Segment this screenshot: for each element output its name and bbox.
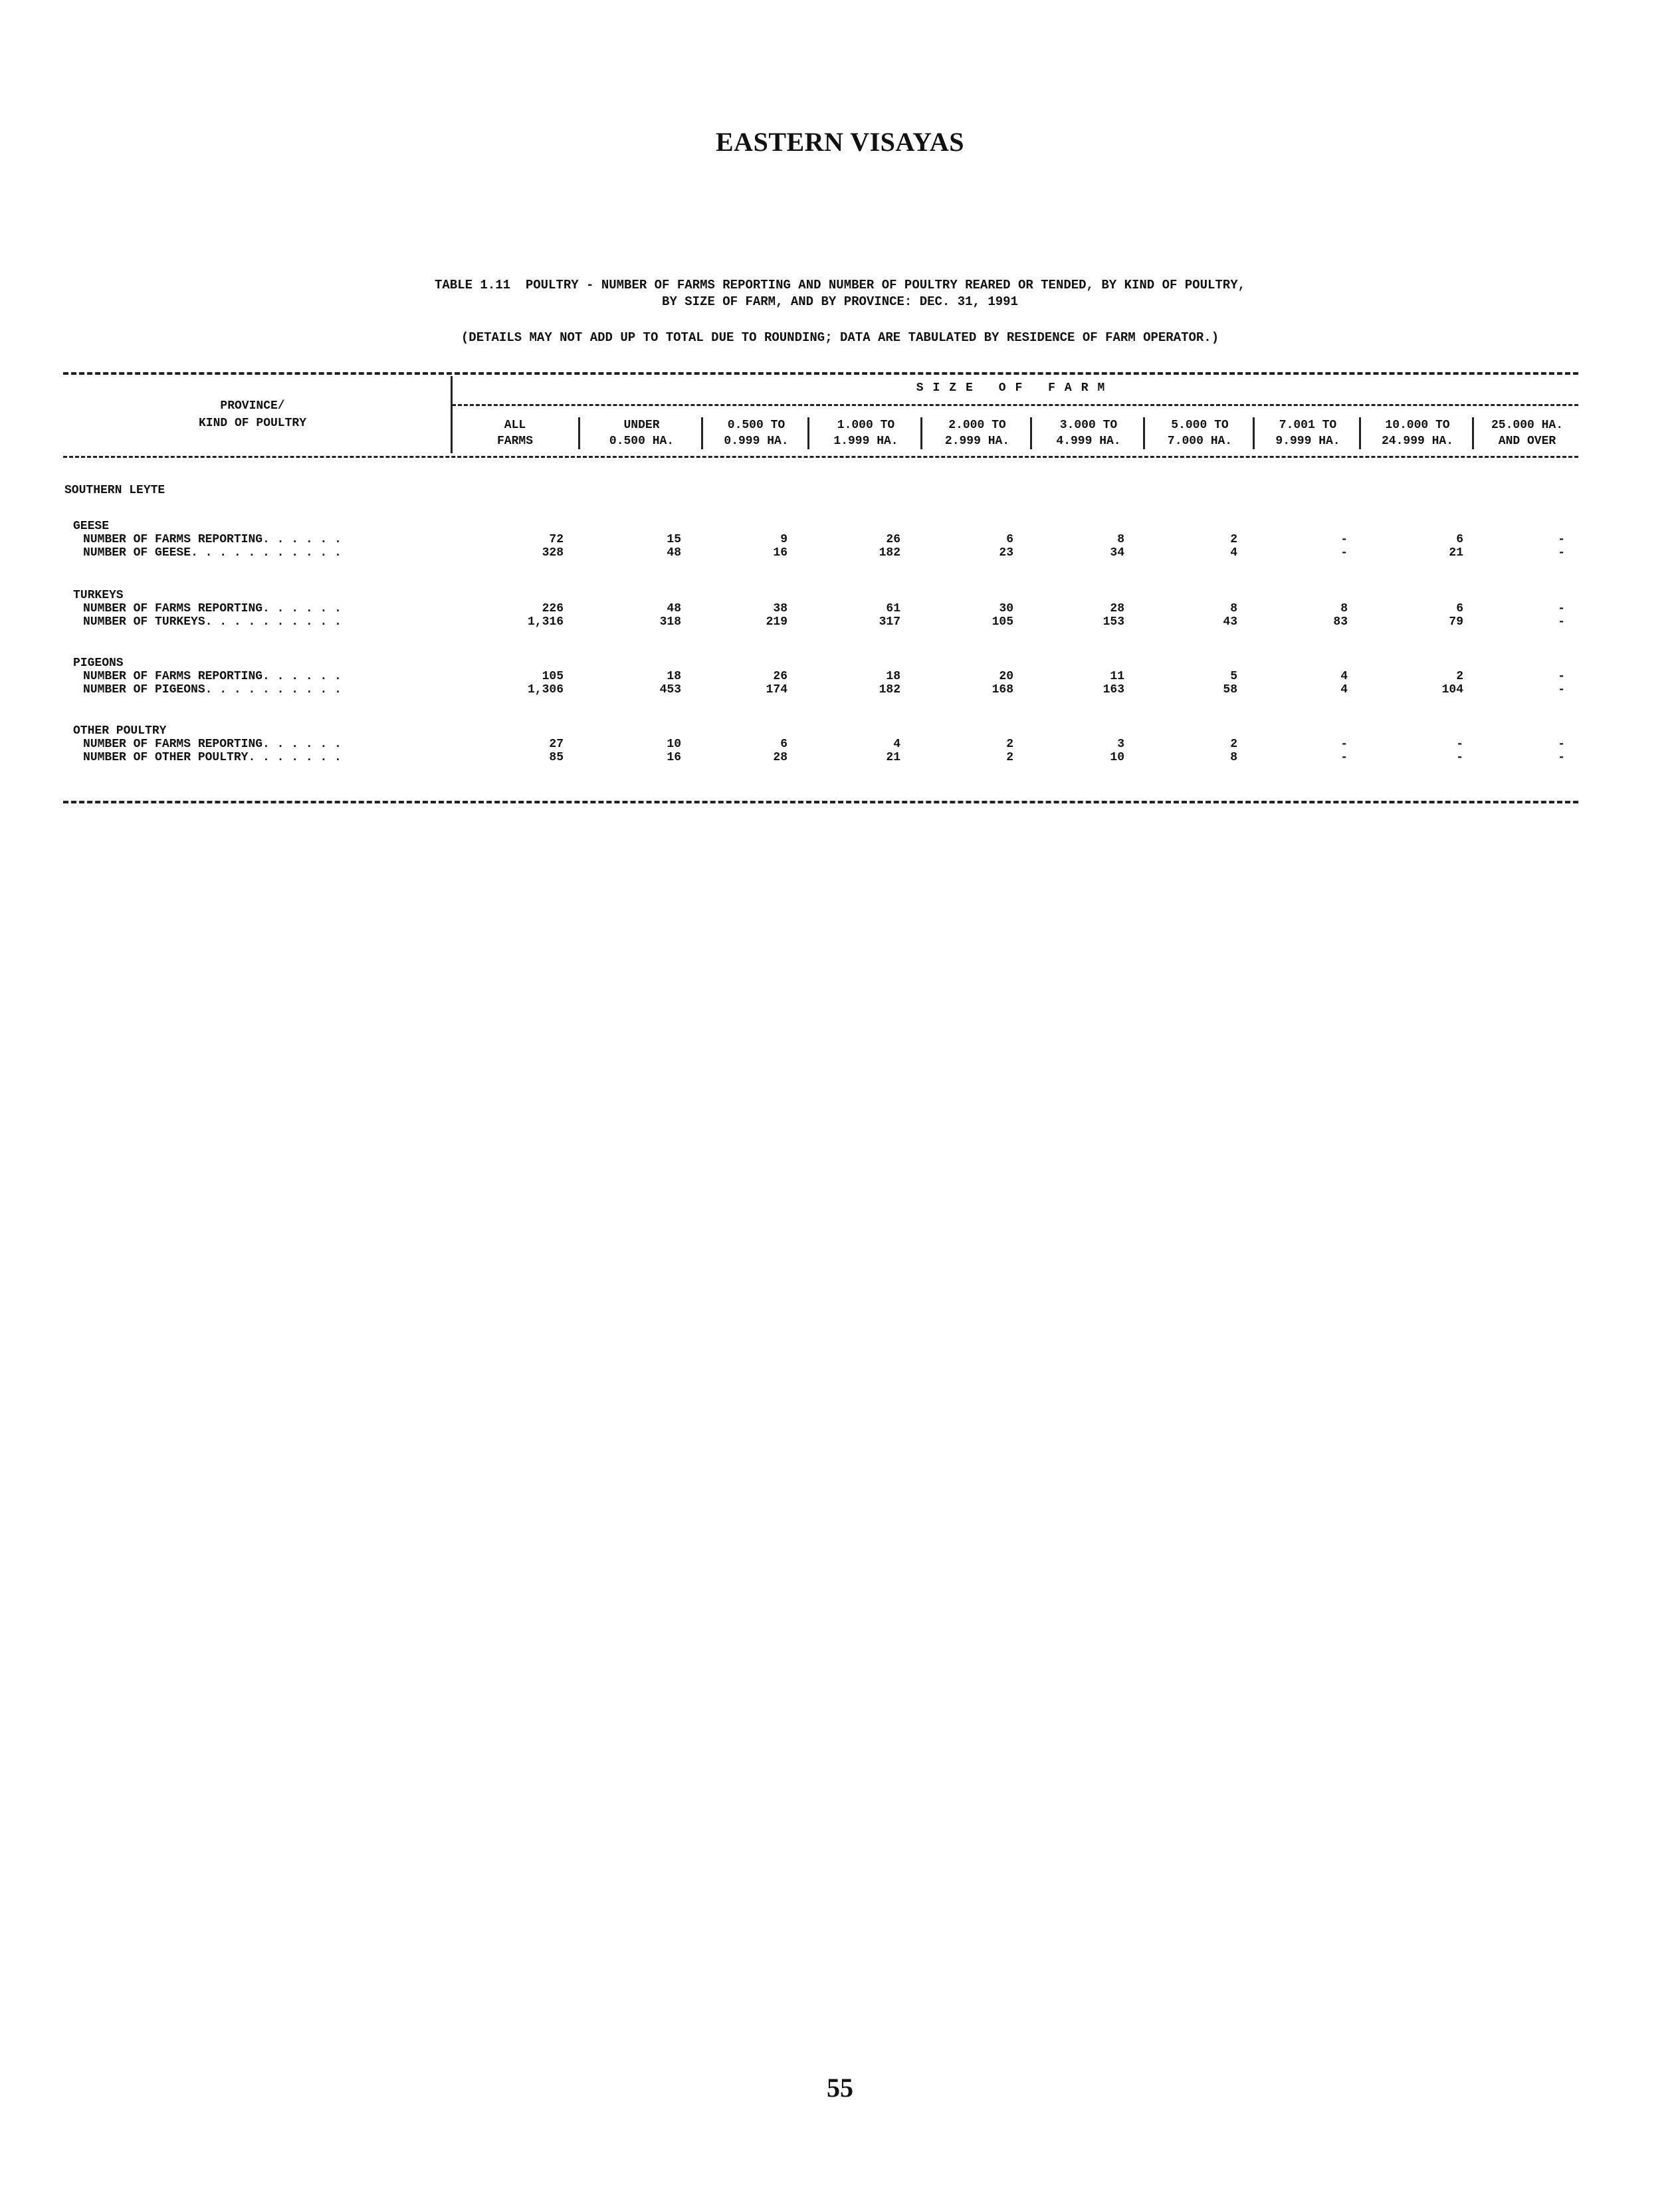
table-cell: 4 <box>1340 670 1348 683</box>
table-cell: 2 <box>1456 670 1463 683</box>
table-cell: 10 <box>1110 751 1124 764</box>
table-cell: 27 <box>549 738 564 751</box>
table-cell: - <box>1558 683 1565 696</box>
table-cell: 30 <box>999 602 1013 615</box>
table-cell: 6 <box>780 738 788 751</box>
table-cell: 8 <box>1340 602 1348 615</box>
column-header-7001-9999: 7.001 TO 9.999 HA. <box>1253 417 1361 449</box>
table-cell: 3 <box>1117 738 1124 751</box>
table-cell: 105 <box>992 615 1013 629</box>
table-cell: 83 <box>1333 615 1348 629</box>
row-label: NUMBER OF FARMS REPORTING. . . . . . <box>83 670 342 683</box>
table-cell: 43 <box>1223 615 1237 629</box>
table-note: (DETAILS MAY NOT ADD UP TO TOTAL DUE TO ROUNDING; DATA ARE TABULATED BY RESIDENCE OF FARM OPERATOR.) <box>461 330 1219 345</box>
table-cell: 21 <box>886 751 900 764</box>
table-cell: 163 <box>1102 683 1124 696</box>
table-cell: - <box>1340 546 1348 560</box>
table-cell: - <box>1340 751 1348 764</box>
table-cell: 6 <box>1456 533 1463 546</box>
table-cell: 8 <box>1230 602 1237 615</box>
table-cell: 4 <box>1340 683 1348 696</box>
table-cell: 2 <box>1006 751 1013 764</box>
table-top-rule <box>63 372 1578 375</box>
table-cell: - <box>1558 533 1565 546</box>
table-cell: 61 <box>886 602 900 615</box>
table-cell: 174 <box>766 683 788 696</box>
table-cell: 317 <box>879 615 900 629</box>
table-cell: - <box>1558 751 1565 764</box>
row-label: NUMBER OF FARMS REPORTING. . . . . . <box>83 738 342 751</box>
stub-header-line-2: KIND OF POULTRY <box>198 417 307 430</box>
table-cell: 38 <box>773 602 788 615</box>
table-cell: 48 <box>667 546 681 560</box>
kind-of-poultry: GEESE <box>73 520 110 533</box>
column-header-10000-24999: 10.000 TO 24.999 HA. <box>1359 417 1474 449</box>
table-cell: 318 <box>659 615 681 629</box>
table-cell: 9 <box>780 533 788 546</box>
table-cell: 48 <box>667 602 681 615</box>
table-cell: 16 <box>667 751 681 764</box>
kind-of-poultry: PIGEONS <box>73 657 124 670</box>
table-cell: - <box>1456 751 1463 764</box>
table-cell: - <box>1558 670 1565 683</box>
row-label: NUMBER OF FARMS REPORTING. . . . . . <box>83 533 342 546</box>
table-cell: 168 <box>992 683 1013 696</box>
table-cell: 2 <box>1230 738 1237 751</box>
column-header-1000-1999: 1.000 TO 1.999 HA. <box>807 417 922 449</box>
table-cell: - <box>1558 546 1565 560</box>
province-name: SOUTHERN LEYTE <box>64 484 165 497</box>
table-cell: 34 <box>1110 546 1124 560</box>
table-cell: 20 <box>999 670 1013 683</box>
table-cell: 2 <box>1006 738 1013 751</box>
column-header-5000-7000: 5.000 TO 7.000 HA. <box>1143 417 1255 449</box>
table-cell: 6 <box>1006 533 1013 546</box>
column-header-all-farms: ALL FARMS <box>496 419 533 448</box>
table-cell: 219 <box>766 615 788 629</box>
table-cell: - <box>1558 615 1565 629</box>
table-cell: 328 <box>542 546 564 560</box>
table-cell: 4 <box>1230 546 1237 560</box>
size-header-rule <box>452 404 1578 406</box>
table-cell: - <box>1456 738 1463 751</box>
table-cell: 5 <box>1230 670 1237 683</box>
table-cell: 453 <box>659 683 681 696</box>
row-label: NUMBER OF GEESE. . . . . . . . . . . <box>83 546 342 560</box>
table-caption-line-2: BY SIZE OF FARM, AND BY PROVINCE: DEC. 31, 1991 <box>662 294 1018 309</box>
table-cell: 1,316 <box>527 615 564 629</box>
table-cell: 182 <box>879 683 900 696</box>
table-cell: 8 <box>1230 751 1237 764</box>
kind-of-poultry: TURKEYS <box>73 589 124 602</box>
column-header-3000-4999: 3.000 TO 4.999 HA. <box>1030 417 1145 449</box>
table-cell: 23 <box>999 546 1013 560</box>
row-label: NUMBER OF OTHER POULTRY. . . . . . . <box>83 751 342 764</box>
table-cell: 6 <box>1456 602 1463 615</box>
table-cell: - <box>1340 738 1348 751</box>
table-cell: 15 <box>667 533 681 546</box>
header-bottom-rule <box>63 456 1578 458</box>
region-title: EASTERN VISAYAS <box>716 127 964 157</box>
kind-of-poultry: OTHER POULTRY <box>73 724 167 738</box>
table-bottom-rule <box>63 801 1578 803</box>
table-cell: 18 <box>667 670 681 683</box>
table-cell: 104 <box>1441 683 1463 696</box>
table-cell: 11 <box>1110 670 1124 683</box>
table-cell: 72 <box>549 533 564 546</box>
table-cell: 4 <box>893 738 900 751</box>
table-cell: 21 <box>1449 546 1463 560</box>
column-header-2000-2999: 2.000 TO 2.999 HA. <box>920 417 1032 449</box>
column-header-under-0500: UNDER 0.500 HA. <box>578 417 703 449</box>
table-cell: 79 <box>1449 615 1463 629</box>
table-cell: 28 <box>773 751 788 764</box>
table-cell: 10 <box>667 738 681 751</box>
table-cell: 8 <box>1117 533 1124 546</box>
table-cell: 226 <box>542 602 564 615</box>
table-cell: 153 <box>1102 615 1124 629</box>
table-cell: 58 <box>1223 683 1237 696</box>
column-header-0500-0999: 0.500 TO 0.999 HA. <box>701 417 809 449</box>
table-cell: - <box>1558 602 1565 615</box>
table-cell: - <box>1340 533 1348 546</box>
table-cell: 26 <box>773 670 788 683</box>
table-cell: 18 <box>886 670 900 683</box>
table-caption-line-1: TABLE 1.11 POULTRY - NUMBER OF FARMS REPORTING AND NUMBER OF POULTRY REARED OR TENDED, BY KIND OF POULTRY, <box>435 278 1245 292</box>
table-cell: 28 <box>1110 602 1124 615</box>
table-cell: 182 <box>879 546 900 560</box>
table-cell: - <box>1558 738 1565 751</box>
table-cell: 1,306 <box>527 683 564 696</box>
row-label: NUMBER OF FARMS REPORTING. . . . . . <box>83 602 342 615</box>
table-cell: 26 <box>886 533 900 546</box>
table-cell: 2 <box>1230 533 1237 546</box>
table-cell: 16 <box>773 546 788 560</box>
table-cell: 85 <box>549 751 564 764</box>
size-of-farm-header: SIZE OF FARM <box>916 381 1114 395</box>
table-cell: 105 <box>542 670 564 683</box>
page-number: 55 <box>827 2073 853 2103</box>
row-label: NUMBER OF TURKEYS. . . . . . . . . . <box>83 615 342 629</box>
column-header-25000-over: 25.000 HA. AND OVER <box>1472 417 1580 449</box>
stub-header-line-1: PROVINCE/ <box>220 399 285 413</box>
row-label: NUMBER OF PIGEONS. . . . . . . . . . <box>83 683 342 696</box>
